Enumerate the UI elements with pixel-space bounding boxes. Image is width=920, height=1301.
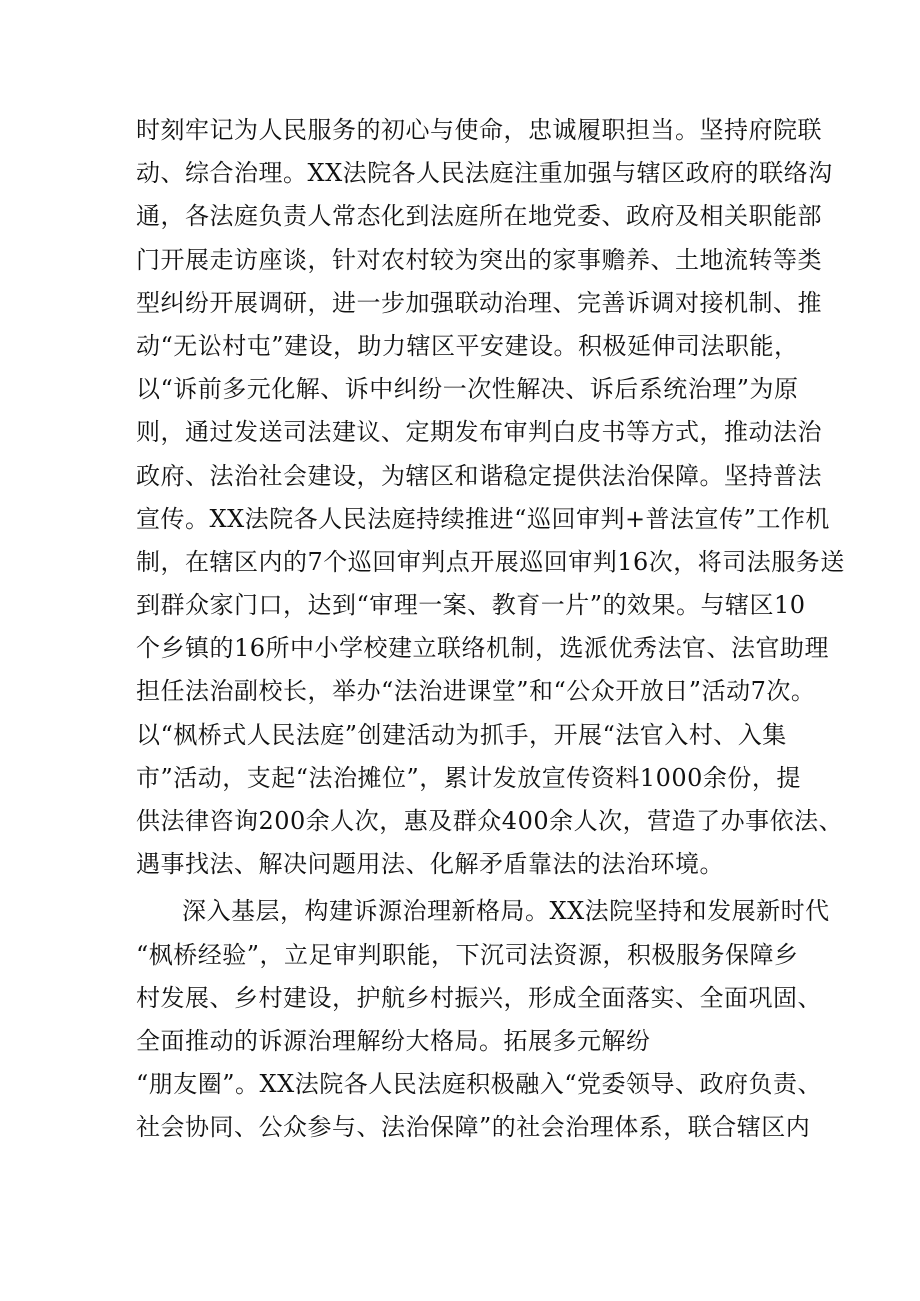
text-line: 时刻牢记为人民服务的初心与使命，忠诚履职担当。坚持府院联 bbox=[136, 116, 822, 144]
text-line: 供法律咨询200余人次，惠及群众400余人次，营造了办事依法、 bbox=[136, 807, 844, 835]
document-body bbox=[136, 109, 845, 1150]
text-line: 以“诉前多元化解、诉中纠纷一次性解决、诉后系统治理”为原 bbox=[136, 375, 799, 404]
text-line: 则，通过发送司法建议、定期发布审判白皮书等方式，推动法治 bbox=[136, 418, 822, 447]
text-line: 制，在辖区内的7个巡回审判点开展巡回审判16次，将司法服务送 bbox=[136, 547, 845, 576]
text-line: 个乡镇的16所中小学校建立联络机制，选派优秀法官、法官助理 bbox=[136, 634, 830, 663]
text-line: 全面推动的诉源治理解纷大格局。拓展多元解纷 bbox=[136, 1026, 651, 1055]
text-line: 社会协同、公众参与、法治保障”的社会治理体系，联合辖区内 bbox=[136, 1113, 811, 1142]
text-line: 动、综合治理。XX法院各人民法庭注重加强与辖区政府的联络沟 bbox=[136, 159, 833, 188]
paragraph-start-line: 深入基层，构建诉源治理新格局。XX法院坚持和发展新时代 bbox=[182, 897, 830, 926]
text-line: 村发展、乡村建设，护航乡村振兴，形成全面落实、全面巩固、 bbox=[136, 983, 822, 1012]
text-line: 政府、法治社会建设，为辖区和谐稳定提供法治保障。坚持普法 bbox=[136, 461, 822, 490]
text-line: 型纠纷开展调研，进一步加强联动治理、完善诉调对接机制、推 bbox=[136, 288, 822, 317]
text-line: 担任法治副校长，举办“法治进课堂”和“公众开放日”活动7次。 bbox=[136, 677, 816, 706]
text-line: “朋友圈”。XX法院各人民法庭积极融入“党委领导、政府负责、 bbox=[136, 1070, 822, 1099]
text-line: 遇事找法、解决问题用法、化解矛盾靠法的法治环境。 bbox=[136, 850, 724, 879]
text-line: 通，各法庭负责人常态化到法庭所在地党委、政府及相关职能部 bbox=[136, 202, 822, 231]
text-line: 宣传。XX法院各人民法庭持续推进“巡回审判+普法宣传”工作机 bbox=[136, 504, 830, 533]
text-line: 动“无讼村屯”建设，助力辖区平安建设。积极延伸司法职能， bbox=[136, 331, 799, 360]
text-line: 门开展走访座谈，针对农村较为突出的家事赡养、土地流转等类 bbox=[136, 245, 822, 274]
text-line: 以“枫桥式人民法庭”创建活动为抓手，开展“法官入村、入集 bbox=[136, 720, 787, 749]
text-line: 市”活动，支起“法治摊位”，累计发放宣传资料1000余份，提 bbox=[136, 763, 801, 792]
text-line: “枫桥经验”，立足审判职能，下沉司法资源，积极服务保障乡 bbox=[136, 940, 799, 969]
text-line: 到群众家门口，达到“审理一案、教育一片”的效果。与辖区10 bbox=[136, 591, 806, 620]
